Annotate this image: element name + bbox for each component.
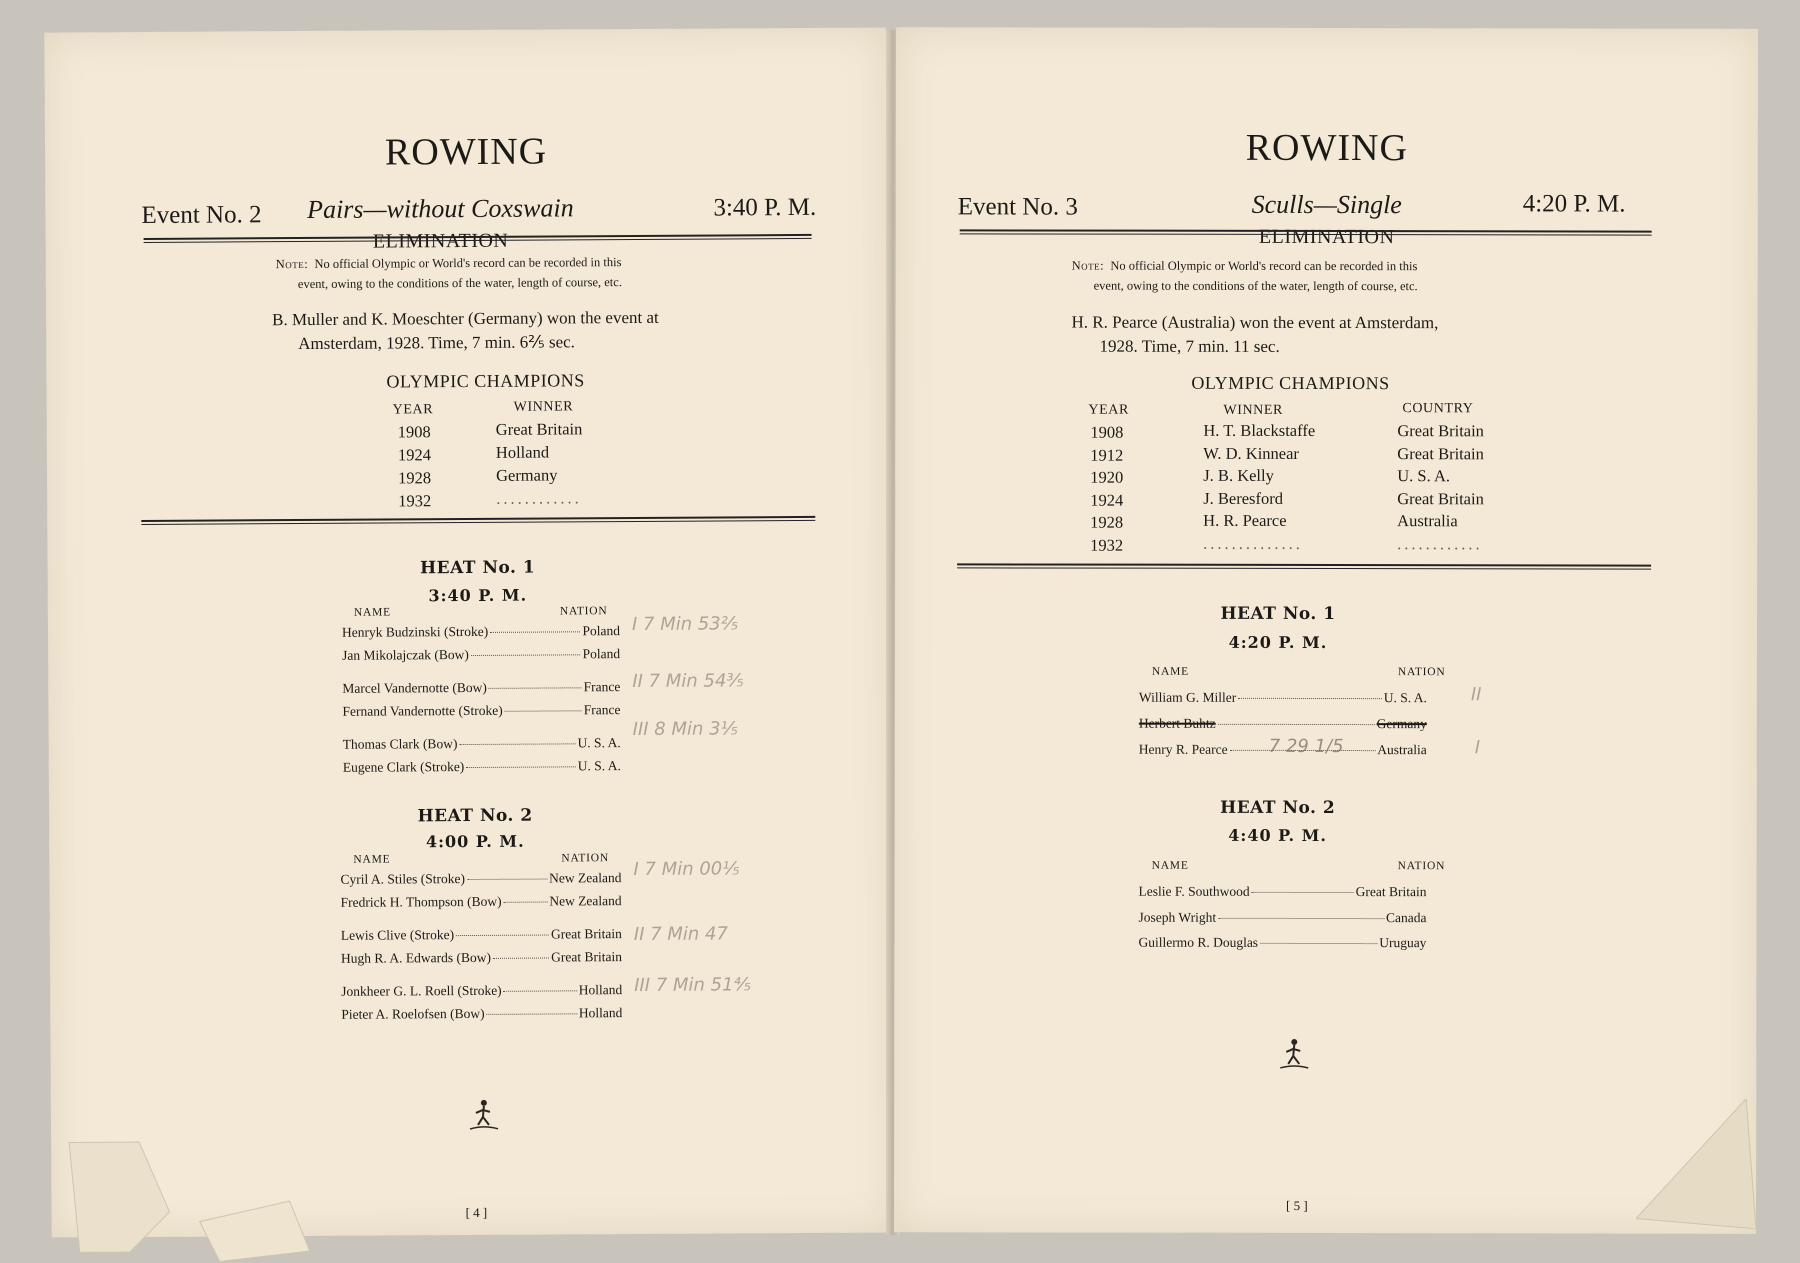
dotted-leader [456, 935, 549, 937]
entry-row [341, 926, 622, 944]
left-event-round: ELIMINATION [372, 229, 509, 253]
champion-winner: Germany [495, 465, 558, 485]
champion-year: 1932 [1090, 535, 1124, 555]
champion-country: ............ [1397, 534, 1483, 554]
champion-country: Great Britain [1397, 488, 1484, 509]
champion-year: 1912 [1090, 445, 1124, 465]
entry-row [1139, 884, 1427, 901]
entry-nation: Canada [1386, 910, 1427, 926]
champion-year: 1924 [397, 445, 431, 465]
champion-winner: J. B. Kelly [1203, 465, 1274, 486]
dotted-leader [1238, 698, 1382, 699]
entry-row [343, 758, 621, 776]
entry-name: Guillermo R. Douglas [1138, 934, 1259, 950]
pencil-annotation: I 7 Min 00⅕ [633, 858, 740, 880]
entry-name: Thomas Clark (Bow) [342, 736, 458, 752]
left-heat2-col-name: NAME [353, 853, 391, 866]
entry-nation: Great Britain [550, 926, 622, 942]
entry-nation: Poland [582, 646, 621, 662]
dotted-leader [1252, 892, 1354, 893]
pencil-annotation: II 7 Min 54⅗ [632, 670, 744, 693]
champion-winner: Great Britain [495, 419, 583, 439]
entry-row [342, 679, 620, 697]
left-heat1-col-name: NAME [353, 606, 391, 619]
entry-nation: Germany [1376, 716, 1427, 732]
champion-winner: ............ [496, 488, 582, 508]
entry-nation: New Zealand [549, 870, 622, 886]
right-event-header [896, 97, 1758, 249]
entry-nation: Great Britain [551, 949, 623, 965]
entry-row [1139, 716, 1427, 733]
champion-year: 1908 [1090, 422, 1124, 442]
entry-name: Jonkheer G. L. Roell (Stroke) [341, 982, 502, 999]
entry-row [1139, 690, 1427, 707]
left-heat1-title: HEAT No. 1 [419, 557, 536, 579]
rower-emblem-icon [1274, 1034, 1314, 1074]
result-line-2: 1928. Time, 7 min. 11 sec. [1099, 336, 1280, 356]
left-heat1-time: 3:40 P. M. [428, 585, 528, 606]
right-heat2-col-nation: NATION [1397, 860, 1446, 873]
entry-row [1138, 910, 1426, 927]
right-col-winner: WINNER [1223, 402, 1283, 418]
champion-country: Great Britain [1397, 443, 1484, 463]
result-line-1: H. R. Pearce (Australia) won the event at Amsterdam, [1071, 312, 1439, 333]
right-event-name: Sculls—Single [1251, 189, 1402, 220]
dotted-leader [489, 687, 582, 689]
entry-name: Pieter A. Roelofsen (Bow) [341, 1005, 485, 1022]
champion-winner: W. D. Kinnear [1203, 443, 1299, 463]
result-line-1: B. Muller and K. Moeschter (Germany) won the event at [272, 307, 659, 330]
dotted-leader [504, 902, 548, 903]
champion-winner: H. R. Pearce [1203, 511, 1287, 531]
entry-nation: New Zealand [549, 893, 622, 909]
note-line-1: No official Olympic or World's record can be recorded in this [1110, 258, 1418, 274]
entry-row [342, 623, 620, 641]
entry-nation: Uruguay [1379, 935, 1427, 951]
dotted-leader [490, 631, 580, 633]
champion-winner: H. T. Blackstaffe [1203, 420, 1316, 440]
entry-nation: U. S. A. [1383, 690, 1427, 706]
pencil-annotation: III 7 Min 51⅘ [634, 974, 752, 996]
right-page-number: [ 5 ] [1285, 1197, 1308, 1213]
dotted-leader [505, 710, 582, 711]
folded-corner [1636, 1099, 1756, 1229]
right-result [1071, 311, 1438, 360]
rower-emblem-icon [464, 1095, 504, 1135]
entry-nation: U. S. A. [577, 758, 621, 774]
right-event-round: ELIMINATION [1258, 225, 1395, 249]
entry-name: Fredrick H. Thompson (Bow) [340, 893, 502, 910]
entry-row [341, 982, 622, 1000]
right-event-number: Event No. 3 [957, 193, 1078, 221]
right-event-time: 4:20 P. M. [1522, 190, 1626, 218]
left-note [276, 252, 622, 294]
entry-name: Fernand Vandernotte (Stroke) [342, 702, 503, 719]
right-heat2-title: HEAT No. 2 [1220, 797, 1336, 819]
entry-nation: Holland [578, 982, 623, 998]
entry-row [341, 893, 622, 911]
entry-name: Eugene Clark (Stroke) [342, 759, 465, 775]
right-heat1-col-nation: NATION [1397, 666, 1446, 679]
right-heat1-pencil-mark-1: II [1470, 684, 1482, 706]
right-mid-rule [957, 563, 1651, 569]
entry-row [343, 735, 621, 753]
champion-country: Great Britain [1397, 421, 1484, 441]
entry-name: Jan Mikolajczak (Bow) [342, 647, 469, 663]
left-event-time: 3:40 P. M. [713, 193, 817, 222]
right-heat2-time: 4:40 P. M. [1228, 825, 1328, 846]
dotted-leader [1218, 918, 1384, 919]
left-mid-rule [141, 516, 815, 525]
entry-name: Leslie F. Southwood [1138, 883, 1250, 899]
right-heat1-col-name: NAME [1151, 665, 1190, 678]
pencil-annotation: I 7 Min 53⅖ [631, 613, 739, 636]
right-heat1-time: 4:20 P. M. [1228, 632, 1328, 653]
champion-year: 1908 [397, 422, 431, 442]
left-heat1-col-nation: NATION [559, 605, 608, 618]
left-heat2-col-nation: NATION [561, 852, 610, 865]
entry-row [341, 949, 622, 967]
entry-row [340, 870, 621, 888]
champion-winner: .............. [1203, 533, 1303, 553]
note-line-1: No official Olympic or World's record can be recorded in this [314, 255, 622, 271]
note-line-2: event, owing to the conditions of the water, length of course, etc. [1093, 278, 1418, 294]
champion-year: 1920 [1090, 467, 1124, 487]
dotted-leader [467, 879, 547, 880]
champion-year: 1928 [397, 468, 432, 488]
right-champions-title: OLYMPIC CHAMPIONS [1191, 372, 1390, 394]
note-label: Note: [1071, 258, 1105, 273]
right-heat1-pencil-mark-2: I [1474, 737, 1481, 759]
entry-nation: U. S. A. [577, 735, 621, 751]
left-sport-title: ROWING [384, 130, 548, 174]
entry-name: Herbert Buhtz [1138, 715, 1216, 731]
right-note [1072, 256, 1418, 297]
pencil-annotation: II 7 Min 47 [633, 923, 728, 945]
right-col-year: YEAR [1088, 402, 1129, 418]
entry-row [342, 702, 620, 720]
dotted-leader [493, 958, 549, 959]
entry-name: Cyril A. Stiles (Stroke) [340, 871, 466, 887]
left-result [272, 306, 659, 356]
champion-country: Australia [1397, 511, 1458, 531]
right-sport-title: ROWING [1245, 126, 1408, 170]
result-line-2: Amsterdam, 1928. Time, 7 min. 6⅖ sec. [298, 332, 575, 354]
entry-name: Lewis Clive (Stroke) [340, 927, 455, 943]
champion-winner: J. Beresford [1203, 488, 1283, 508]
left-event-header [45, 97, 888, 253]
entry-nation: Great Britain [1355, 884, 1427, 900]
entry-name: Hugh R. A. Edwards (Bow) [340, 949, 492, 966]
left-page-number: [ 4 ] [465, 1204, 488, 1221]
entry-name: William G. Miller [1138, 689, 1237, 705]
dotted-leader [466, 766, 575, 768]
entry-name: Henry R. Pearce [1138, 741, 1228, 757]
dotted-leader [504, 990, 577, 991]
right-heat1-title: HEAT No. 1 [1220, 603, 1336, 625]
dotted-leader [471, 654, 581, 656]
entry-nation: Australia [1377, 742, 1427, 758]
dotted-leader [1218, 724, 1375, 725]
entry-nation: Poland [582, 623, 621, 639]
left-col-winner: WINNER [513, 399, 574, 415]
left-event-name: Pairs—without Coxswain [307, 193, 574, 224]
entry-name: Henryk Budzinski (Stroke) [341, 623, 489, 640]
left-col-year: YEAR [392, 402, 434, 418]
entry-nation: Holland [578, 1005, 623, 1021]
right-col-country: COUNTRY [1402, 401, 1474, 417]
entry-row [1138, 935, 1426, 952]
champion-winner: Holland [495, 442, 550, 462]
champion-year: 1932 [398, 491, 432, 511]
note-label: Note: [275, 256, 309, 272]
torn-corner [49, 1101, 310, 1263]
entry-row [341, 1005, 622, 1023]
entry-name: Marcel Vandernotte (Bow) [342, 679, 487, 696]
left-heat2-title: HEAT No. 2 [417, 805, 533, 827]
pencil-annotation: III 8 Min 3⅕ [632, 718, 739, 741]
right-heat1-pencil-time: 7 29 1/5 [1268, 735, 1344, 758]
entry-nation: France [583, 679, 621, 695]
note-line-2: event, owing to the conditions of the water, length of course, etc. [297, 275, 622, 292]
champion-year: 1928 [1090, 512, 1124, 533]
dotted-leader [487, 1013, 577, 1015]
left-page [44, 27, 893, 1237]
dotted-leader [459, 743, 575, 745]
left-champions-title: OLYMPIC CHAMPIONS [386, 370, 585, 392]
entry-row [342, 646, 620, 664]
champion-country: U. S. A. [1397, 466, 1451, 486]
left-event-number: Event No. 2 [141, 201, 262, 229]
right-page [894, 27, 1758, 1234]
dotted-leader [1260, 943, 1377, 944]
right-heat2-col-name: NAME [1151, 859, 1189, 872]
champion-year: 1924 [1090, 490, 1124, 510]
entry-nation: France [583, 702, 621, 718]
entry-name: Joseph Wright [1138, 909, 1217, 925]
left-heat2-time: 4:00 P. M. [425, 831, 525, 852]
